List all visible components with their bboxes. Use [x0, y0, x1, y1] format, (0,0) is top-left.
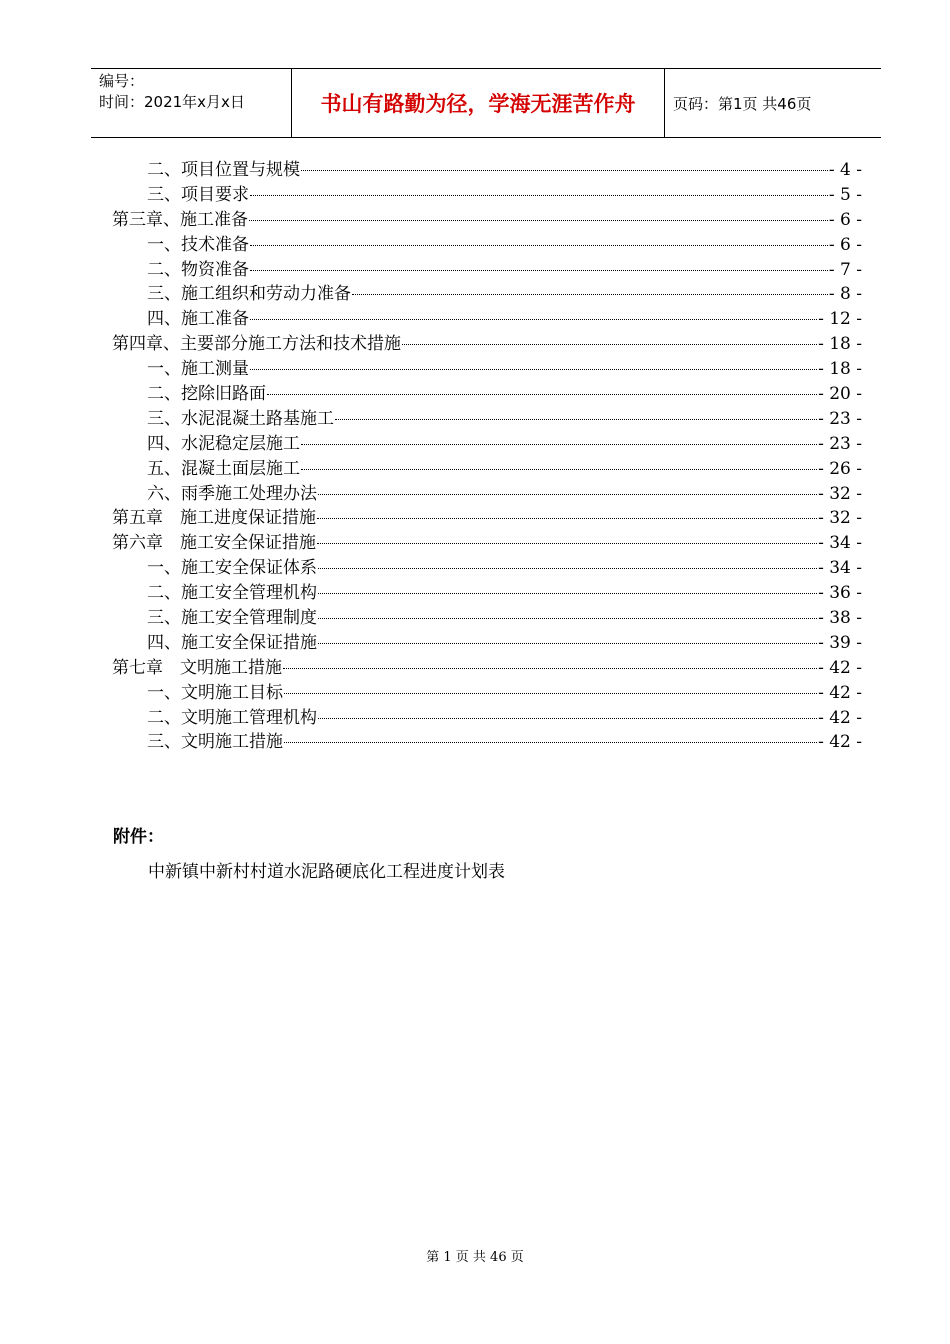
toc-entry-label: 一、文明施工目标 — [147, 682, 283, 703]
toc-dot-leader — [301, 469, 817, 470]
toc-entry-page: - 8 - — [828, 284, 862, 305]
table-of-contents — [112, 158, 862, 755]
toc-section-entry[interactable] — [112, 457, 862, 482]
toc-chapter-entry[interactable] — [112, 332, 862, 357]
toc-entry-label: 第六章 施工安全保证措施 — [112, 533, 316, 554]
toc-entry-page: - 23 - — [818, 408, 862, 429]
toc-entry-label: 第七章 文明施工措施 — [112, 657, 282, 678]
toc-section-entry[interactable] — [112, 581, 862, 606]
toc-entry-page: - 36 - — [818, 583, 862, 604]
toc-entry-label: 第四章、主要部分施工方法和技术措施 — [112, 334, 401, 355]
toc-entry-page: - 18 - — [818, 359, 862, 380]
toc-dot-leader — [301, 170, 828, 171]
toc-entry-label: 二、文明施工管理机构 — [147, 707, 317, 728]
toc-dot-leader — [402, 344, 817, 345]
toc-dot-leader — [283, 668, 817, 669]
document-number-label: 编号： — [99, 72, 145, 90]
toc-section-entry[interactable] — [112, 282, 862, 307]
toc-entry-page: - 42 - — [818, 657, 862, 678]
attachment-title: 附件： — [113, 827, 164, 847]
toc-dot-leader — [250, 319, 817, 320]
toc-entry-label: 三、文明施工措施 — [147, 732, 283, 753]
toc-section-entry[interactable] — [112, 307, 862, 332]
toc-section-entry[interactable] — [112, 706, 862, 731]
toc-entry-label: 三、项目要求 — [147, 184, 249, 205]
toc-section-entry[interactable] — [112, 258, 862, 283]
toc-dot-leader — [284, 693, 817, 694]
toc-entry-page: - 42 - — [818, 732, 862, 753]
toc-section-entry[interactable] — [112, 382, 862, 407]
toc-entry-label: 二、施工安全管理机构 — [147, 583, 317, 604]
header-motto: 书山有路勤为径，学海无涯苦作舟 — [292, 69, 665, 137]
toc-entry-page: - 5 - — [828, 184, 862, 205]
toc-dot-leader — [318, 494, 817, 495]
toc-section-entry[interactable] — [112, 432, 862, 457]
toc-entry-label: 三、水泥混凝土路基施工 — [147, 408, 334, 429]
header-meta — [91, 69, 292, 137]
attachment-item: 中新镇中新村村道水泥路硬底化工程进度计划表 — [148, 862, 505, 882]
toc-dot-leader — [267, 394, 817, 395]
toc-entry-label: 三、施工组织和劳动力准备 — [147, 284, 351, 305]
toc-entry-page: - 12 - — [818, 309, 862, 330]
toc-dot-leader — [250, 245, 828, 246]
document-time-label: 时间：2021年x月x日 — [99, 93, 245, 111]
toc-chapter-entry[interactable] — [112, 531, 862, 556]
toc-entry-page: - 4 - — [828, 160, 862, 180]
toc-section-entry[interactable] — [112, 681, 862, 706]
toc-entry-page: - 32 - — [818, 483, 862, 504]
toc-entry-label: 一、施工测量 — [147, 359, 249, 380]
toc-dot-leader — [318, 718, 817, 719]
toc-section-entry[interactable] — [112, 357, 862, 382]
toc-entry-page: - 26 - — [818, 458, 862, 479]
toc-section-entry[interactable] — [112, 233, 862, 258]
toc-dot-leader — [284, 742, 817, 743]
toc-entry-label: 五、混凝土面层施工 — [147, 458, 300, 479]
toc-section-entry[interactable] — [112, 631, 862, 656]
toc-dot-leader — [352, 294, 828, 295]
toc-entry-label: 二、挖除旧路面 — [147, 384, 266, 405]
toc-section-entry[interactable] — [112, 407, 862, 432]
toc-dot-leader — [249, 220, 828, 221]
toc-entry-page: - 39 - — [818, 632, 862, 653]
toc-chapter-entry[interactable] — [112, 506, 862, 531]
toc-dot-leader — [318, 643, 817, 644]
toc-dot-leader — [318, 593, 817, 594]
toc-dot-leader — [250, 270, 828, 271]
toc-entry-label: 第五章 施工进度保证措施 — [112, 508, 316, 529]
toc-chapter-entry[interactable] — [112, 208, 862, 233]
toc-entry-page: - 23 - — [818, 433, 862, 454]
toc-entry-label: 二、项目位置与规模 — [147, 160, 300, 180]
toc-section-entry[interactable] — [112, 556, 862, 581]
toc-dot-leader — [317, 543, 817, 544]
toc-section-entry[interactable] — [112, 158, 862, 183]
toc-section-entry[interactable] — [112, 606, 862, 631]
toc-dot-leader — [250, 195, 828, 196]
toc-entry-page: - 34 - — [818, 558, 862, 579]
toc-entry-page: - 34 - — [818, 533, 862, 554]
toc-section-entry[interactable] — [112, 730, 862, 755]
toc-dot-leader — [301, 444, 817, 445]
toc-entry-label: 四、施工安全保证措施 — [147, 632, 317, 653]
toc-entry-label: 第三章、施工准备 — [112, 209, 248, 230]
page-header — [91, 68, 881, 138]
toc-dot-leader — [335, 419, 817, 420]
toc-dot-leader — [250, 369, 817, 370]
header-page-info: 页码：第1页 共46页 — [673, 94, 812, 113]
toc-section-entry[interactable] — [112, 482, 862, 507]
toc-dot-leader — [317, 518, 817, 519]
page-footer: 第 1 页 共 46 页 — [426, 1250, 524, 1265]
toc-entry-page: - 42 - — [818, 682, 862, 703]
toc-entry-page: - 6 - — [828, 209, 862, 230]
toc-entry-label: 六、雨季施工处理办法 — [147, 483, 317, 504]
toc-entry-page: - 38 - — [818, 608, 862, 629]
toc-entry-label: 四、水泥稳定层施工 — [147, 433, 300, 454]
toc-entry-page: - 6 - — [828, 234, 862, 255]
toc-entry-page: - 20 - — [818, 384, 862, 405]
toc-dot-leader — [318, 568, 817, 569]
toc-entry-page: - 32 - — [818, 508, 862, 529]
toc-dot-leader — [318, 618, 817, 619]
toc-entry-label: 四、施工准备 — [147, 309, 249, 330]
toc-entry-page: - 7 - — [828, 259, 862, 280]
toc-entry-page: - 42 - — [818, 707, 862, 728]
toc-entry-page: - 18 - — [818, 334, 862, 355]
toc-entry-label: 一、施工安全保证体系 — [147, 558, 317, 579]
toc-entry-label: 三、施工安全管理制度 — [147, 608, 317, 629]
toc-chapter-entry[interactable] — [112, 656, 862, 681]
toc-entry-label: 一、技术准备 — [147, 234, 249, 255]
toc-section-entry[interactable] — [112, 183, 862, 208]
toc-entry-label: 二、物资准备 — [147, 259, 249, 280]
